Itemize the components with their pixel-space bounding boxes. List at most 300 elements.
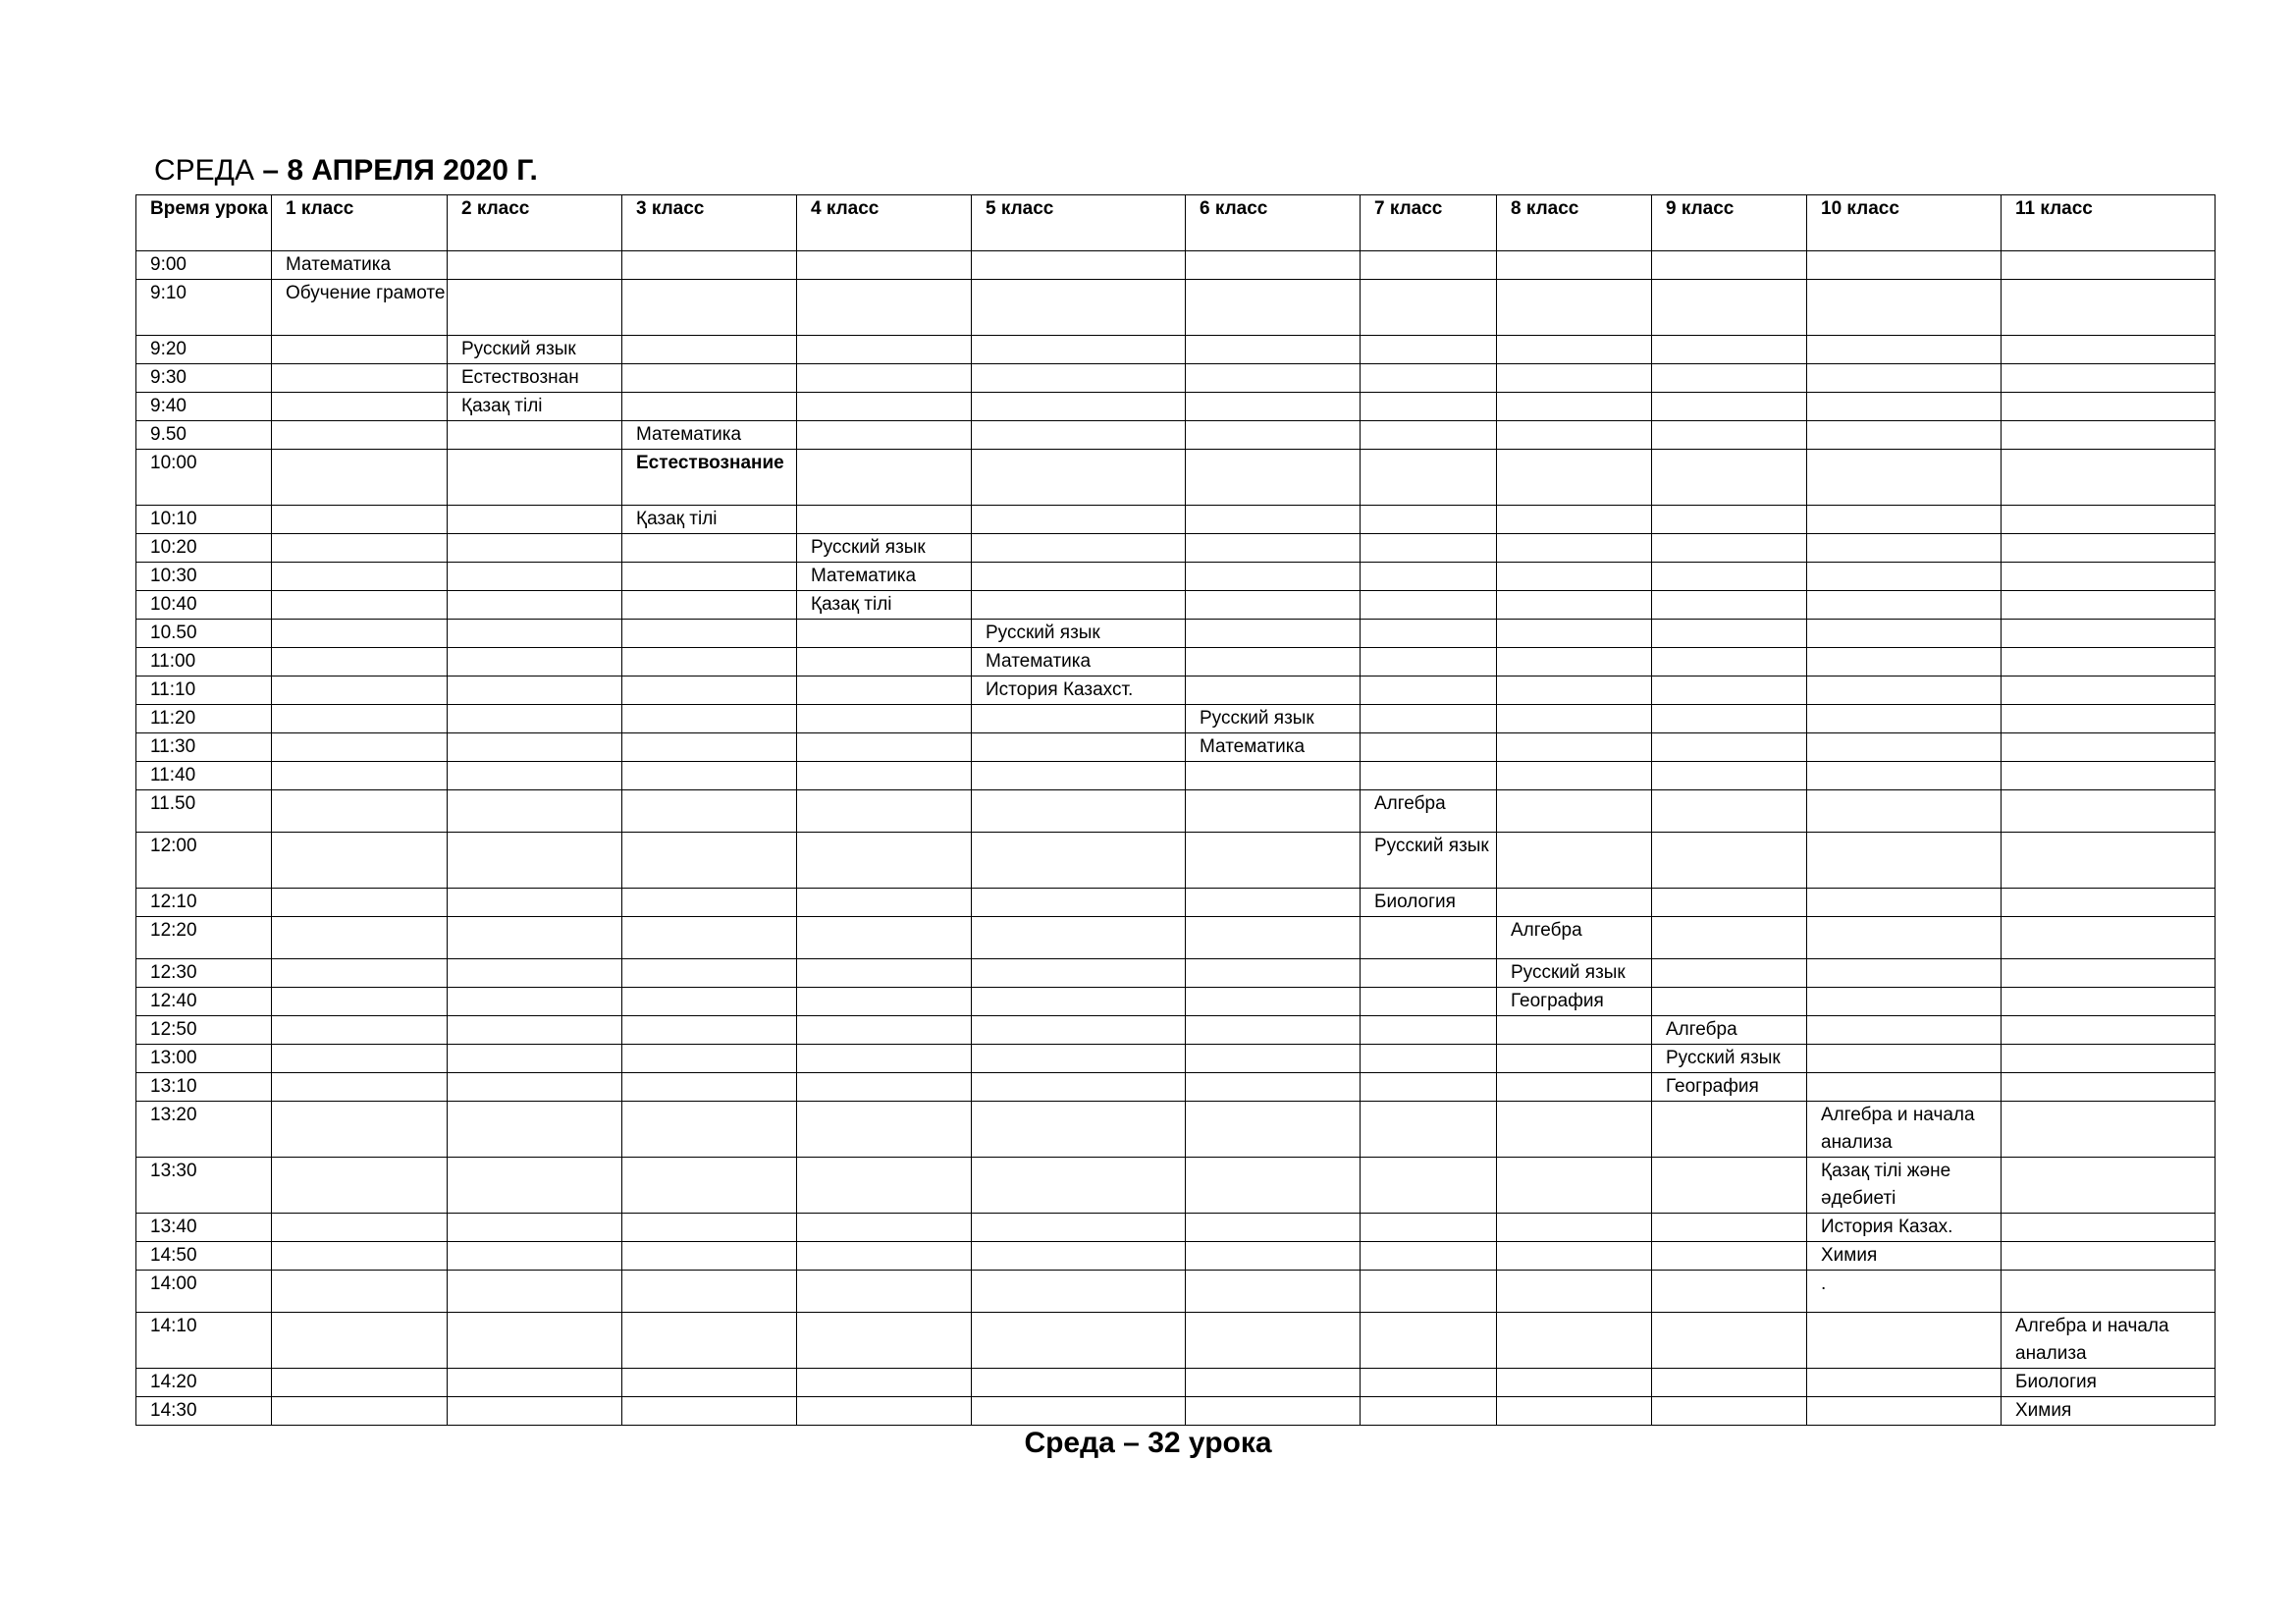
lesson-cell-class-7 xyxy=(1361,917,1497,959)
time-cell: 14:30 xyxy=(136,1397,272,1426)
lesson-cell-class-4 xyxy=(797,677,972,705)
lesson-cell-class-2 xyxy=(448,1102,622,1158)
lesson-cell-class-10 xyxy=(1807,620,2002,648)
lesson-cell-class-5 xyxy=(972,1242,1186,1271)
lesson-cell-class-9 xyxy=(1652,450,1807,506)
lesson-cell-class-10 xyxy=(1807,790,2002,833)
time-cell: 9.50 xyxy=(136,421,272,450)
time-cell: 11:00 xyxy=(136,648,272,677)
lesson-cell-class-9 xyxy=(1652,1158,1807,1214)
time-cell: 11:20 xyxy=(136,705,272,733)
lesson-cell-class-6 xyxy=(1186,1158,1361,1214)
lesson-cell-class-10 xyxy=(1807,1045,2002,1073)
header-row xyxy=(136,195,2216,251)
lesson-cell-class-10 xyxy=(1807,280,2002,336)
lesson-cell-class-4 xyxy=(797,1102,972,1158)
table-row xyxy=(136,648,2216,677)
lesson-cell-class-10 xyxy=(1807,1073,2002,1102)
lesson-cell-class-1 xyxy=(272,1397,448,1426)
table-row xyxy=(136,1313,2216,1369)
table-row xyxy=(136,336,2216,364)
lesson-cell-class-3 xyxy=(622,1271,797,1313)
time-cell: 9:10 xyxy=(136,280,272,336)
lesson-cell-class-9 xyxy=(1652,251,1807,280)
lesson-cell-class-2 xyxy=(448,988,622,1016)
lesson-cell-class-3 xyxy=(622,591,797,620)
lesson-cell-class-11 xyxy=(2002,790,2216,833)
lesson-cell-class-4 xyxy=(797,1045,972,1073)
lesson-cell-class-1 xyxy=(272,421,448,450)
lesson-cell-class-8 xyxy=(1497,620,1652,648)
lesson-cell-class-4 xyxy=(797,506,972,534)
lesson-cell-class-2 xyxy=(448,677,622,705)
lesson-cell-class-7 xyxy=(1361,1214,1497,1242)
lesson-cell-class-1: Обучение грамоте xyxy=(272,280,448,336)
time-cell: 11:10 xyxy=(136,677,272,705)
lesson-cell-class-8 xyxy=(1497,790,1652,833)
lesson-cell-class-3 xyxy=(622,833,797,889)
lesson-cell-class-6 xyxy=(1186,1242,1361,1271)
lesson-cell-class-2 xyxy=(448,1397,622,1426)
lesson-cell-class-5 xyxy=(972,762,1186,790)
lesson-cell-class-6 xyxy=(1186,364,1361,393)
lesson-cell-class-10 xyxy=(1807,1313,2002,1369)
time-cell: 9:00 xyxy=(136,251,272,280)
lesson-cell-class-5: Русский язык xyxy=(972,620,1186,648)
lesson-cell-class-9 xyxy=(1652,917,1807,959)
lesson-cell-class-6 xyxy=(1186,1073,1361,1102)
lesson-cell-class-3 xyxy=(622,733,797,762)
lesson-cell-class-1 xyxy=(272,1214,448,1242)
time-cell: 13:30 xyxy=(136,1158,272,1214)
lesson-cell-class-2 xyxy=(448,959,622,988)
lesson-cell-class-3 xyxy=(622,1102,797,1158)
lesson-cell-class-3 xyxy=(622,1158,797,1214)
lesson-cell-class-4 xyxy=(797,790,972,833)
lesson-cell-class-11 xyxy=(2002,988,2216,1016)
lesson-cell-class-6 xyxy=(1186,421,1361,450)
lesson-cell-class-9 xyxy=(1652,364,1807,393)
lesson-cell-class-9 xyxy=(1652,733,1807,762)
time-cell: 9:40 xyxy=(136,393,272,421)
lesson-cell-class-1 xyxy=(272,1242,448,1271)
table-row xyxy=(136,1369,2216,1397)
lesson-cell-class-2 xyxy=(448,1016,622,1045)
lesson-cell-class-8 xyxy=(1497,450,1652,506)
time-cell: 10:00 xyxy=(136,450,272,506)
time-cell: 14:20 xyxy=(136,1369,272,1397)
lesson-cell-class-1 xyxy=(272,1102,448,1158)
header-time: Время урока xyxy=(136,195,272,251)
lesson-cell-class-5 xyxy=(972,534,1186,563)
lesson-cell-class-3 xyxy=(622,917,797,959)
lesson-cell-class-9 xyxy=(1652,1102,1807,1158)
time-cell: 13:10 xyxy=(136,1073,272,1102)
lesson-cell-class-5 xyxy=(972,1102,1186,1158)
table-row xyxy=(136,917,2216,959)
lesson-cell-class-10 xyxy=(1807,1016,2002,1045)
lesson-cell-class-5 xyxy=(972,889,1186,917)
title-day: СРЕДА xyxy=(154,154,255,187)
lesson-cell-class-7 xyxy=(1361,1016,1497,1045)
lesson-cell-class-6 xyxy=(1186,1102,1361,1158)
lesson-cell-class-5 xyxy=(972,917,1186,959)
time-cell: 12:30 xyxy=(136,959,272,988)
lesson-cell-class-9 xyxy=(1652,393,1807,421)
lesson-cell-class-11 xyxy=(2002,889,2216,917)
lesson-cell-class-7 xyxy=(1361,733,1497,762)
lesson-cell-class-2 xyxy=(448,591,622,620)
header-class-6: 6 класс xyxy=(1186,195,1361,251)
lesson-cell-class-2 xyxy=(448,534,622,563)
table-row xyxy=(136,280,2216,336)
lesson-cell-class-1 xyxy=(272,762,448,790)
lesson-cell-class-8 xyxy=(1497,591,1652,620)
lesson-cell-class-9 xyxy=(1652,1214,1807,1242)
lesson-cell-class-10 xyxy=(1807,251,2002,280)
table-row xyxy=(136,591,2216,620)
lesson-cell-class-4 xyxy=(797,450,972,506)
time-cell: 14:00 xyxy=(136,1271,272,1313)
lesson-cell-class-6 xyxy=(1186,1016,1361,1045)
lesson-cell-class-8 xyxy=(1497,1242,1652,1271)
time-cell: 9:30 xyxy=(136,364,272,393)
lesson-cell-class-8: Русский язык xyxy=(1497,959,1652,988)
lesson-cell-class-4 xyxy=(797,1242,972,1271)
lesson-cell-class-5 xyxy=(972,450,1186,506)
lesson-cell-class-8 xyxy=(1497,1158,1652,1214)
lesson-cell-class-7 xyxy=(1361,421,1497,450)
lesson-cell-class-2 xyxy=(448,280,622,336)
lesson-cell-class-10: История Казах. xyxy=(1807,1214,2002,1242)
lesson-cell-class-10 xyxy=(1807,917,2002,959)
lesson-cell-class-9 xyxy=(1652,959,1807,988)
lesson-cell-class-10 xyxy=(1807,677,2002,705)
lesson-cell-class-11 xyxy=(2002,1016,2216,1045)
lesson-cell-class-9 xyxy=(1652,648,1807,677)
lesson-cell-class-10 xyxy=(1807,421,2002,450)
lesson-cell-class-6 xyxy=(1186,1045,1361,1073)
lesson-cell-class-11 xyxy=(2002,1045,2216,1073)
lesson-cell-class-10: Алгебра и начала анализа xyxy=(1807,1102,2002,1158)
lesson-cell-class-11 xyxy=(2002,251,2216,280)
lesson-cell-class-3 xyxy=(622,790,797,833)
lesson-cell-class-7 xyxy=(1361,251,1497,280)
lesson-cell-class-10 xyxy=(1807,336,2002,364)
lesson-cell-class-9 xyxy=(1652,280,1807,336)
header-class-10: 10 класс xyxy=(1807,195,2002,251)
lesson-cell-class-4 xyxy=(797,762,972,790)
table-row xyxy=(136,563,2216,591)
table-row xyxy=(136,889,2216,917)
table-row xyxy=(136,1045,2216,1073)
lesson-cell-class-6 xyxy=(1186,959,1361,988)
lesson-cell-class-3 xyxy=(622,393,797,421)
lesson-cell-class-11 xyxy=(2002,833,2216,889)
lesson-cell-class-10 xyxy=(1807,648,2002,677)
lesson-cell-class-2 xyxy=(448,917,622,959)
lesson-cell-class-4 xyxy=(797,705,972,733)
lesson-cell-class-1 xyxy=(272,450,448,506)
lesson-cell-class-4: Қазақ тілі xyxy=(797,591,972,620)
table-row xyxy=(136,705,2216,733)
lesson-cell-class-11 xyxy=(2002,1271,2216,1313)
lesson-cell-class-1 xyxy=(272,620,448,648)
lesson-cell-class-9 xyxy=(1652,762,1807,790)
lesson-cell-class-3 xyxy=(622,1045,797,1073)
lesson-cell-class-6 xyxy=(1186,620,1361,648)
lesson-cell-class-10 xyxy=(1807,889,2002,917)
lesson-cell-class-9 xyxy=(1652,336,1807,364)
lesson-cell-class-6 xyxy=(1186,1271,1361,1313)
lesson-cell-class-10 xyxy=(1807,591,2002,620)
lesson-cell-class-1 xyxy=(272,1369,448,1397)
lesson-cell-class-11: Химия xyxy=(2002,1397,2216,1426)
lesson-cell-class-2 xyxy=(448,1073,622,1102)
lesson-cell-class-3: Қазақ тілі xyxy=(622,506,797,534)
lesson-cell-class-7 xyxy=(1361,1102,1497,1158)
lesson-cell-class-8: Алгебра xyxy=(1497,917,1652,959)
lesson-cell-class-11 xyxy=(2002,1158,2216,1214)
lesson-cell-class-7 xyxy=(1361,280,1497,336)
lesson-cell-class-8 xyxy=(1497,889,1652,917)
lesson-cell-class-8 xyxy=(1497,393,1652,421)
table-row xyxy=(136,506,2216,534)
lesson-cell-class-4 xyxy=(797,648,972,677)
time-cell: 10.50 xyxy=(136,620,272,648)
lesson-cell-class-11 xyxy=(2002,705,2216,733)
lesson-cell-class-11 xyxy=(2002,393,2216,421)
lesson-cell-class-11 xyxy=(2002,336,2216,364)
lesson-cell-class-2 xyxy=(448,506,622,534)
time-cell: 10:40 xyxy=(136,591,272,620)
lesson-cell-class-6 xyxy=(1186,1397,1361,1426)
lesson-cell-class-11 xyxy=(2002,762,2216,790)
lesson-cell-class-9 xyxy=(1652,988,1807,1016)
lesson-cell-class-6 xyxy=(1186,889,1361,917)
header-class-8: 8 класс xyxy=(1497,195,1652,251)
lesson-cell-class-8 xyxy=(1497,280,1652,336)
lesson-cell-class-3 xyxy=(622,620,797,648)
table-row xyxy=(136,833,2216,889)
table-row xyxy=(136,364,2216,393)
lesson-cell-class-5 xyxy=(972,1045,1186,1073)
lesson-cell-class-8 xyxy=(1497,1102,1652,1158)
lesson-cell-class-7 xyxy=(1361,506,1497,534)
lesson-cell-class-3 xyxy=(622,280,797,336)
lesson-cell-class-4: Математика xyxy=(797,563,972,591)
lesson-cell-class-5 xyxy=(972,1214,1186,1242)
lesson-cell-class-8 xyxy=(1497,1045,1652,1073)
time-cell: 11.50 xyxy=(136,790,272,833)
header-class-3: 3 класс xyxy=(622,195,797,251)
lesson-cell-class-1 xyxy=(272,1073,448,1102)
lesson-cell-class-5 xyxy=(972,988,1186,1016)
header-class-2: 2 класс xyxy=(448,195,622,251)
page-title xyxy=(154,153,538,189)
lesson-cell-class-1 xyxy=(272,790,448,833)
lesson-cell-class-10 xyxy=(1807,733,2002,762)
lesson-cell-class-6 xyxy=(1186,280,1361,336)
lesson-cell-class-8 xyxy=(1497,1397,1652,1426)
lesson-cell-class-9 xyxy=(1652,534,1807,563)
lesson-cell-class-5: Математика xyxy=(972,648,1186,677)
lesson-cell-class-7 xyxy=(1361,393,1497,421)
lesson-cell-class-1 xyxy=(272,364,448,393)
time-cell: 12:00 xyxy=(136,833,272,889)
lesson-cell-class-10 xyxy=(1807,1397,2002,1426)
title-date: – 8 АПРЕЛЯ 2020 Г. xyxy=(262,154,538,187)
lesson-cell-class-4 xyxy=(797,280,972,336)
lesson-cell-class-9 xyxy=(1652,620,1807,648)
time-cell: 13:40 xyxy=(136,1214,272,1242)
lesson-cell-class-7 xyxy=(1361,959,1497,988)
table-row xyxy=(136,1016,2216,1045)
lesson-cell-class-7 xyxy=(1361,563,1497,591)
lesson-cell-class-2: Естествознан xyxy=(448,364,622,393)
lesson-cell-class-2 xyxy=(448,1045,622,1073)
lesson-cell-class-10 xyxy=(1807,762,2002,790)
lesson-cell-class-7 xyxy=(1361,1242,1497,1271)
lesson-cell-class-1 xyxy=(272,648,448,677)
table-row xyxy=(136,1158,2216,1214)
lesson-cell-class-9 xyxy=(1652,677,1807,705)
lesson-cell-class-10 xyxy=(1807,393,2002,421)
time-cell: 14:10 xyxy=(136,1313,272,1369)
lesson-cell-class-6 xyxy=(1186,917,1361,959)
lesson-cell-class-4 xyxy=(797,1073,972,1102)
lesson-cell-class-8 xyxy=(1497,1313,1652,1369)
lesson-cell-class-3: Естествознание xyxy=(622,450,797,506)
lesson-cell-class-2 xyxy=(448,889,622,917)
lesson-cell-class-3 xyxy=(622,959,797,988)
lesson-cell-class-7 xyxy=(1361,648,1497,677)
lesson-cell-class-8 xyxy=(1497,648,1652,677)
lesson-cell-class-9 xyxy=(1652,833,1807,889)
lesson-cell-class-1 xyxy=(272,1016,448,1045)
lesson-cell-class-9 xyxy=(1652,790,1807,833)
lesson-cell-class-8 xyxy=(1497,251,1652,280)
lesson-cell-class-9 xyxy=(1652,705,1807,733)
lesson-cell-class-11 xyxy=(2002,563,2216,591)
table-row xyxy=(136,988,2216,1016)
schedule-table xyxy=(135,194,2216,1426)
lesson-cell-class-11: Биология xyxy=(2002,1369,2216,1397)
lesson-cell-class-2 xyxy=(448,620,622,648)
lesson-cell-class-4 xyxy=(797,1158,972,1214)
table-row xyxy=(136,733,2216,762)
lesson-cell-class-7 xyxy=(1361,364,1497,393)
lesson-cell-class-5 xyxy=(972,251,1186,280)
lesson-cell-class-5 xyxy=(972,1271,1186,1313)
lesson-cell-class-1 xyxy=(272,889,448,917)
lesson-cell-class-6 xyxy=(1186,1313,1361,1369)
lesson-cell-class-7 xyxy=(1361,1045,1497,1073)
lesson-cell-class-5 xyxy=(972,705,1186,733)
lesson-cell-class-6 xyxy=(1186,988,1361,1016)
lesson-cell-class-3 xyxy=(622,705,797,733)
lesson-cell-class-1 xyxy=(272,705,448,733)
lesson-cell-class-2 xyxy=(448,733,622,762)
lesson-cell-class-6 xyxy=(1186,762,1361,790)
time-cell: 12:40 xyxy=(136,988,272,1016)
header-class-11: 11 класс xyxy=(2002,195,2216,251)
lesson-cell-class-3 xyxy=(622,1369,797,1397)
lesson-cell-class-5 xyxy=(972,1158,1186,1214)
lesson-cell-class-11 xyxy=(2002,1242,2216,1271)
lesson-cell-class-6 xyxy=(1186,790,1361,833)
lesson-cell-class-3 xyxy=(622,889,797,917)
lesson-cell-class-8: География xyxy=(1497,988,1652,1016)
lesson-cell-class-7 xyxy=(1361,1073,1497,1102)
lesson-cell-class-11 xyxy=(2002,1214,2216,1242)
lesson-cell-class-2 xyxy=(448,421,622,450)
lesson-cell-class-4: Русский язык xyxy=(797,534,972,563)
lesson-cell-class-11 xyxy=(2002,677,2216,705)
lesson-cell-class-6 xyxy=(1186,450,1361,506)
table-row xyxy=(136,393,2216,421)
lesson-cell-class-7 xyxy=(1361,1397,1497,1426)
lesson-cell-class-2 xyxy=(448,1271,622,1313)
lesson-cell-class-10 xyxy=(1807,563,2002,591)
lesson-cell-class-11 xyxy=(2002,733,2216,762)
lesson-cell-class-7: Биология xyxy=(1361,889,1497,917)
lesson-cell-class-4 xyxy=(797,1214,972,1242)
lesson-cell-class-6 xyxy=(1186,648,1361,677)
lesson-cell-class-8 xyxy=(1497,421,1652,450)
lesson-cell-class-11 xyxy=(2002,959,2216,988)
lesson-cell-class-8 xyxy=(1497,534,1652,563)
lesson-cell-class-9 xyxy=(1652,1369,1807,1397)
lesson-cell-class-3 xyxy=(622,364,797,393)
lesson-cell-class-2 xyxy=(448,1214,622,1242)
lesson-cell-class-1 xyxy=(272,1313,448,1369)
lesson-cell-class-2 xyxy=(448,833,622,889)
lesson-cell-class-4 xyxy=(797,620,972,648)
lesson-cell-class-10 xyxy=(1807,959,2002,988)
header-class-5: 5 класс xyxy=(972,195,1186,251)
lesson-cell-class-10: Қазақ тілі және әдебиеті xyxy=(1807,1158,2002,1214)
lesson-cell-class-8 xyxy=(1497,1369,1652,1397)
footer-summary: Среда – 32 урока xyxy=(1024,1427,1272,1459)
time-cell: 12:50 xyxy=(136,1016,272,1045)
table-row xyxy=(136,790,2216,833)
time-cell: 14:50 xyxy=(136,1242,272,1271)
lesson-cell-class-11 xyxy=(2002,1102,2216,1158)
lesson-cell-class-2 xyxy=(448,1313,622,1369)
table-row xyxy=(136,421,2216,450)
lesson-cell-class-11 xyxy=(2002,917,2216,959)
table-row xyxy=(136,959,2216,988)
lesson-cell-class-3 xyxy=(622,1397,797,1426)
header-class-4: 4 класс xyxy=(797,195,972,251)
lesson-cell-class-7 xyxy=(1361,591,1497,620)
lesson-cell-class-1 xyxy=(272,1158,448,1214)
lesson-cell-class-10: . xyxy=(1807,1271,2002,1313)
lesson-cell-class-11 xyxy=(2002,364,2216,393)
lesson-cell-class-3 xyxy=(622,677,797,705)
lesson-cell-class-2 xyxy=(448,450,622,506)
lesson-cell-class-8 xyxy=(1497,833,1652,889)
header-class-7: 7 класс xyxy=(1361,195,1497,251)
time-cell: 10:20 xyxy=(136,534,272,563)
lesson-cell-class-5 xyxy=(972,1016,1186,1045)
table-row xyxy=(136,1102,2216,1158)
lesson-cell-class-11: Алгебра и начала анализа xyxy=(2002,1313,2216,1369)
lesson-cell-class-8 xyxy=(1497,1214,1652,1242)
lesson-cell-class-2: Қазақ тілі xyxy=(448,393,622,421)
table-row xyxy=(136,677,2216,705)
